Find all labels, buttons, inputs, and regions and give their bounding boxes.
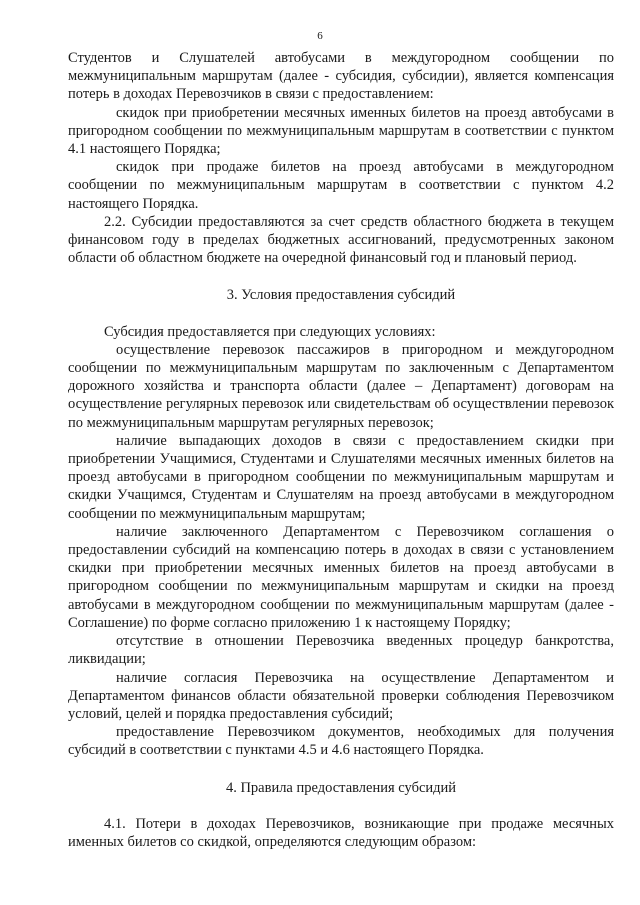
- document-body: [68, 49, 614, 851]
- section-heading: 3. Условия предоставления субсидий: [226, 287, 456, 304]
- paragraph: Студентов и Слушателей автобусами в междугородном сообщении по межмуниципальным маршрутам (далее - субсидия, субсидии), является компенсация потерь в доходах Перевозчиков в связи с предоставлением:: [68, 50, 614, 103]
- section-heading: 4. Правила предоставления субсидий: [225, 779, 457, 796]
- page-number: 6: [317, 30, 323, 42]
- paragraph: 2.2. Субсидии предоставляются за счет средств областного бюджета в текущем финансовом году в пределах бюджетных ассигнований, предусмотренных законом области об областном бюджете на очередной финансовый год и плановый период.: [68, 213, 614, 267]
- condition-item: наличие согласия Перевозчика на осуществление Департаментом и Департаментом финансов области обязательной проверки соблюдения Перевозчиком условий, целей и порядка предоставления субсидий;: [68, 669, 614, 722]
- paragraph: скидок при приобретении месячных именных билетов на проезд автобусами в пригородном сообщении по межмуниципальным маршрутам в соответствии с пунктом 4.1 настоящего Порядка;: [68, 104, 614, 158]
- section-intro: Субсидия предоставляется при следующих условиях:: [104, 323, 436, 340]
- paragraph: 4.1. Потери в доходах Перевозчиков, возникающие при продаже месячных именных билетов со скидкой, определяются следующим образом:: [68, 815, 614, 850]
- condition-item: наличие заключенного Департаментом с Перевозчиком соглашения о предоставлении субсидий на компенсацию потерь в доходах в связи с установлением скидки при приобретении месячных именных билетов на проезд автобусами в пригородном сообщении по межмуниципальным маршрутам и скидки на проезд автобусами в междугородном сообщении по межмуниципальным маршрутам (далее - Соглашение) по форме согласно приложению 1 к настоящему Порядку;: [68, 523, 614, 631]
- condition-item: осуществление перевозок пассажиров в пригородном и междугородном сообщении по межмуниципальным маршрутам по заключенным с Департаментом дорожного хозяйства и транспорта области (далее – Департамент) договорам на осуществление регулярных перевозок или свидетельствам об осуществлении перевозок по межмуниципальным маршрутам регулярных перевозок;: [68, 341, 614, 431]
- paragraph: скидок при продаже билетов на проезд автобусами в междугородном сообщении по межмуниципальным маршрутам в соответствии с пунктом 4.2 настоящего Порядка.: [68, 159, 614, 212]
- condition-item: наличие выпадающих доходов в связи с предоставлением скидки при приобретении Учащимися, Студентами и Слушателями месячных именных билетов на проезд автобусами в пригородном сообщении по межмуниципальным маршрутам и скидки Учащимся, Студентам и Слушателям на проезд автобусами в междугородном сообщении по межмуниципальным маршрутам;: [68, 432, 614, 522]
- condition-item: отсутствие в отношении Перевозчика введенных процедур банкротства, ликвидации;: [68, 633, 614, 668]
- condition-item: предоставление Перевозчиком документов, необходимых для получения субсидий в соответствии с пунктами 4.5 и 4.6 настоящего Порядка.: [68, 724, 614, 759]
